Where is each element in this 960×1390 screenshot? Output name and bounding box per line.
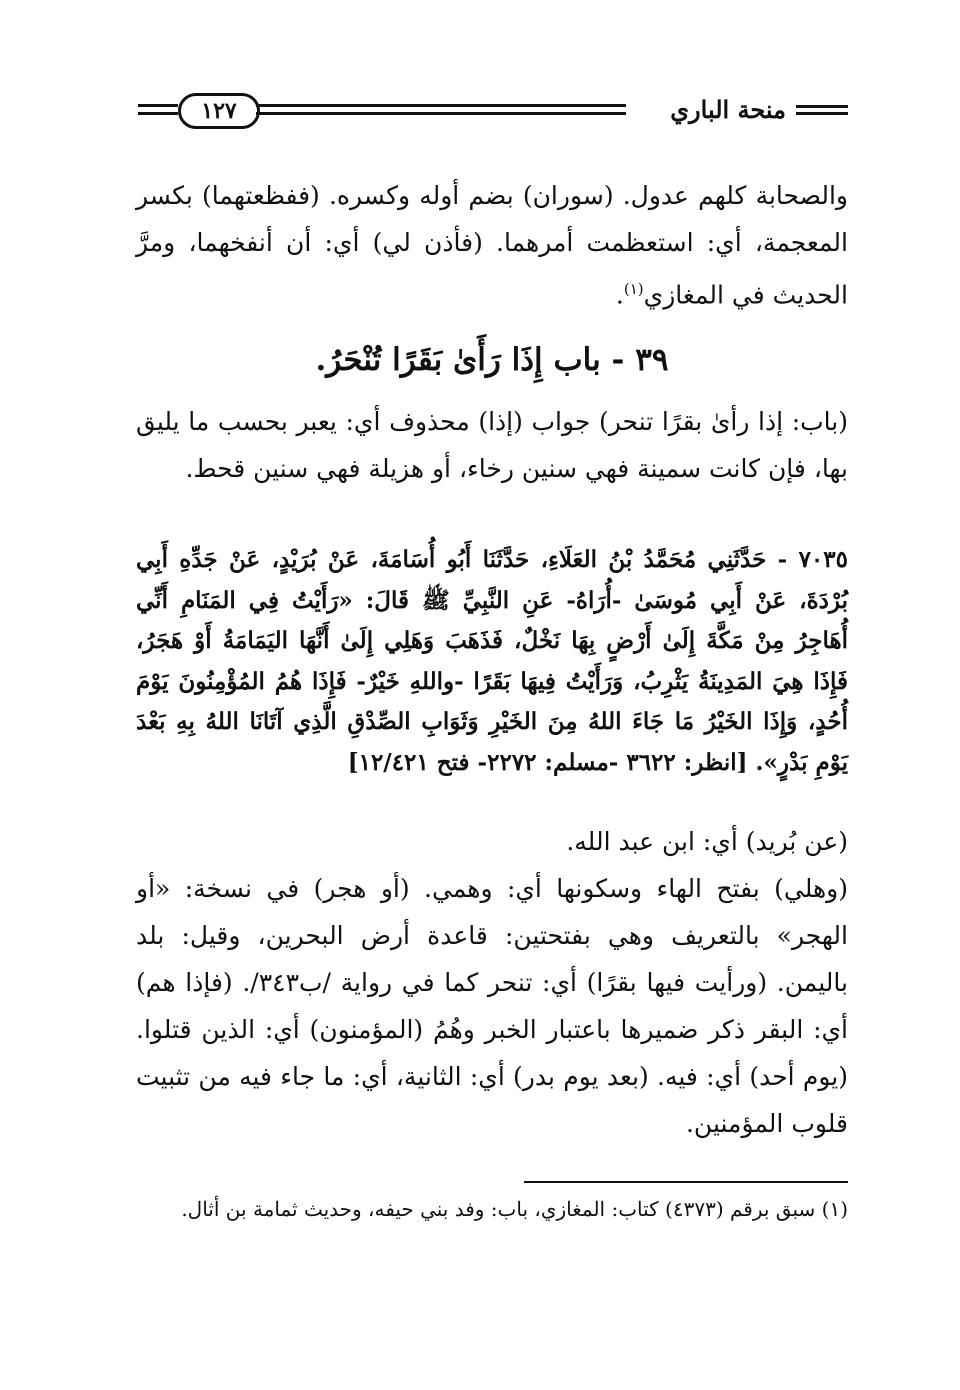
header-rule-middle <box>256 104 626 115</box>
hadith-text: ٧٠٣٥ - حَدَّثَنِي مُحَمَّدُ بْنُ العَلَاءِ، حَدَّثَنَا أَبُو أُسَامَةَ، عَنْ بُرَيْدٍ، عَنْ جَدِّهِ أَبِي بُرْدَةَ، عَنْ أَبِي مُوسَىٰ -أُرَاهُ- عَنِ النَّبِيِّ ﷺ قَالَ: «رَأَيْتُ فِي المَنَامِ أَنِّي أُهَاجِرُ مِنْ مَكَّةَ إِلَىٰ أَرْضٍ بِهَا نَخْلٌ، فَذَهَبَ وَهَلِي إِلَىٰ أَنَّهَا اليَمَامَةُ أَوْ هَجَرُ، فَإِذَا هِيَ المَدِينَةُ يَثْرِبُ، وَرَأَيْتُ فِيهَا بَقَرًا -واللهِ خَيْرٌ- فَإِذَا هُمُ المُؤْمِنُونَ يَوْمَ أُحُدٍ، وَإِذَا الخَيْرُ مَا جَاءَ اللهُ مِنَ الخَيْرِ وَثَوَابِ الصِّدْقِ الَّذِي آتَانَا اللهُ بِهِ بَعْدَ يَوْمِ بَدْرٍ». [انظر: ٣٦٢٢ -مسلم: ٢٢٧٢- فتح ١٢/٤٢١] <box>136 546 848 776</box>
footnote-divider <box>524 1181 848 1183</box>
header-rule-left <box>138 104 178 115</box>
chapter-heading: ٣٩ - باب إِذَا رَأَىٰ بَقَرًا تُنْحَرُ. <box>315 342 669 378</box>
header-rule-right <box>796 105 848 115</box>
page-number: ١٢٧ <box>178 93 260 129</box>
footnote: (١) سبق برقم (٤٣٧٣) كتاب: المغازي، باب: وفد بني حيفه، وحديث ثمامة بن أثال. <box>181 1197 848 1221</box>
commentary-paragraph-2: (وهلي) بفتح الهاء وسكونها أي: وهمي. (أو هجر) في نسخة: «أو الهجر» بالتعريف وهي بفتحتين: قاعدة أرض البحرين، وقيل: بلد باليمن. (ورأيت فيها بقرًا) أي: تنحر كما في رواية /ب٣٤٣/. (فإذا هم) أي: البقر ذكر ضميرها باعتبار الخبر وهُمُ (المؤمنون) أي: الذين قتلوا. (يوم أحد) أي: فيه. (بعد يوم بدر) أي: الثانية، أي: ما جاء فيه من تثبيت قلوب المؤمنين. <box>136 874 848 1138</box>
intro-text: والصحابة كلهم عدول. (سوران) بضم أوله وكسره. (ففظعتهما) بكسر المعجمة، أي: استعظمت أمرهما. (فأذن لي) أي: أن أنفخهما، ومرَّ الحديث في المغازي <box>136 181 848 310</box>
intro-end: . <box>615 280 624 310</box>
chapter-explanation: (باب: إذا رأىٰ بقرًا تنحر) جواب (إذا) محذوف أي: يعبر بحسب ما يليق بها، فإن كانت سمينة فهي سنين رخاء، أو هزيلة فهي سنين قحط. <box>136 407 848 483</box>
intro-paragraph <box>136 172 848 318</box>
page-header <box>138 93 848 141</box>
footnote-reference: (١) <box>623 280 644 298</box>
book-title: منحة الباري <box>670 95 786 124</box>
commentary-paragraph-1: (عن بُريد) أي: ابن عبد الله. <box>566 827 848 856</box>
